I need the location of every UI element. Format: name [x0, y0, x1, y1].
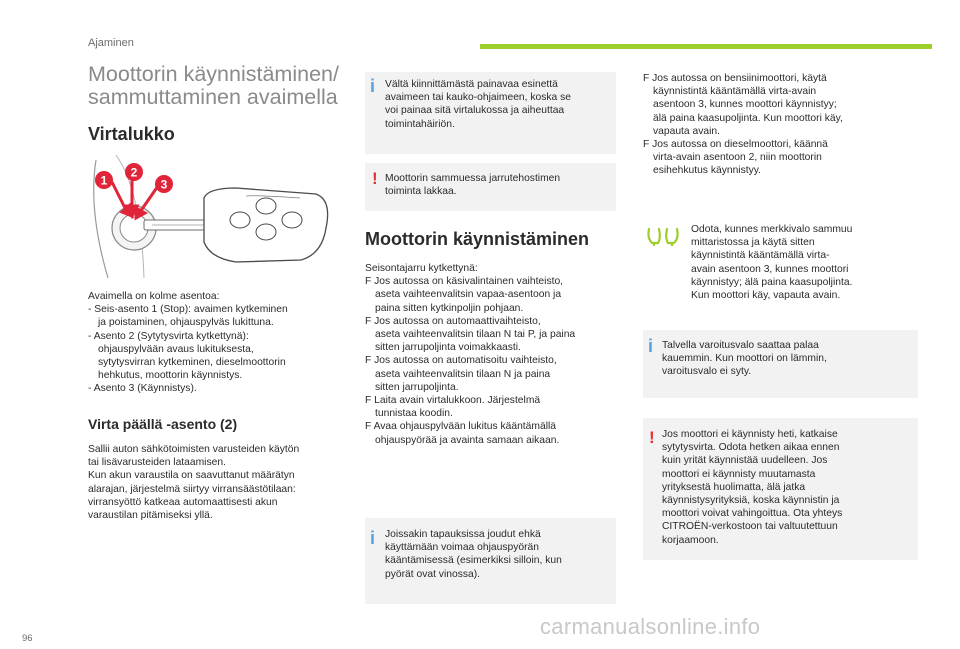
- engine-type-line: esihehkutus käynnistyy.: [653, 165, 761, 177]
- section-label: Ajaminen: [88, 37, 134, 49]
- virtalukko-line: sytytysvirran kytkeminen, dieselmoottorin: [98, 357, 286, 369]
- winter-info-line: Talvella varoitusvalo saattaa palaa: [662, 340, 819, 351]
- virtalukko-text: [88, 290, 343, 396]
- steering-info-box: [365, 518, 616, 604]
- steering-info-line: Joissakin tapauksissa joudut ehkä: [385, 529, 541, 540]
- virta-paalla-line: virransyöttö katkeaa automaattisesti akun: [88, 496, 278, 508]
- position-badge-label-2: 2: [130, 165, 138, 180]
- kaynnistaminen-line: F Laita avain virtalukkoon. Järjestelmä: [365, 395, 541, 407]
- virta-paalla-line: Kun akun varaustila on saavuttanut määrätyn: [88, 470, 295, 482]
- virta-paalla-heading: Virta päällä -asento (2): [88, 416, 238, 432]
- kaynnistaminen-line: paina sitten kytkinpoljin pohjaan.: [375, 302, 524, 314]
- engine-type-line: F Jos autossa on dieselmoottori, käännä: [643, 139, 828, 151]
- start-failure-warning-line: sytytysvirta. Odota hetken aikaa ennen: [662, 442, 840, 454]
- position-badges: [95, 163, 173, 193]
- kaynnistaminen-text: [365, 262, 620, 447]
- engine-type-line: F Jos autossa on bensiinimoottori, käytä: [643, 73, 827, 84]
- start-failure-warning-line: moottori voivat vahingoittua. Ota yhteys: [662, 508, 843, 520]
- start-failure-warning-line: Jos moottori ei käynnisty heti, katkaise: [662, 429, 838, 440]
- steering-info-line: pyörät ovat vinossa).: [385, 568, 481, 580]
- glow-plug-icon: [646, 226, 680, 246]
- kaynnistaminen-heading: Moottorin käynnistäminen: [365, 229, 590, 249]
- position-badge-label-3: 3: [160, 177, 168, 192]
- virta-paalla-line: tai lisävarusteiden lataamisen.: [88, 457, 226, 469]
- page-title-line-2: sammuttaminen avaimella: [88, 85, 338, 109]
- warning-note-line: Moottorin sammuessa jarrutehostimen: [385, 173, 561, 184]
- page-number: 96: [22, 633, 33, 644]
- engine-type-line: vapauta avain.: [653, 125, 720, 137]
- kaynnistaminen-line: sitten jarrupoljinta voimakkaasti.: [375, 342, 521, 354]
- kaynnistaminen-line: aseta vaihteenvalitsin vapaa-asentoon ja: [375, 289, 562, 301]
- virtalukko-line: hehkutus, moottorin käynnistys.: [98, 370, 243, 382]
- glow-plug-note-line: käynnistyy; älä paina kaasupoljinta.: [691, 276, 853, 288]
- virta-paalla-line: alarajan, järjestelmä siirtyy virransäästötilaan:: [88, 483, 296, 495]
- info-note-line: toimintahäiriön.: [385, 118, 455, 130]
- kaynnistaminen-line: aseta vaihteenvalitsin tilaan N tai P, ja paina: [375, 329, 576, 341]
- winter-info-line: kauemmin. Kun moottori on lämmin,: [662, 353, 827, 365]
- virtalukko-heading: Virtalukko: [88, 124, 175, 144]
- engine-type-line: älä paina kaasupoljinta. Kun moottori käy,: [653, 112, 843, 124]
- virta-paalla-line: varaustilan pitämiseksi yllä.: [88, 510, 213, 522]
- virtalukko-line: Avaimella on kolme asentoa:: [88, 291, 220, 302]
- kaynnistaminen-line: aseta vaihteenvalitsin tilaan N ja paina: [375, 368, 551, 380]
- engine-type-line: virta-avain asentoon 2, niin moottorin: [653, 152, 822, 164]
- kaynnistaminen-line: Seisontajarru kytkettynä:: [365, 263, 478, 274]
- page-title: [88, 63, 353, 109]
- warning-note-line: toiminta lakkaa.: [385, 186, 457, 198]
- position-badge-label-1: 1: [100, 173, 108, 188]
- info-note-line: Vältä kiinnittämästä painavaa esinettä: [385, 79, 558, 90]
- kaynnistaminen-line: F Jos autossa on automaattivaihteisto,: [365, 315, 541, 327]
- warning-icon: !: [372, 169, 378, 188]
- warning-icon: !: [649, 428, 655, 447]
- winter-info-line: varoitusvalo ei syty.: [662, 366, 752, 378]
- start-failure-warning-line: käynnistysyrityksiä, koska käynnistin ja: [662, 495, 840, 507]
- engine-type-line: käynnistintä kääntämällä virta-avain: [653, 86, 817, 98]
- info-note-line: avaimeen tai kauko-ohjaimeen, koska se: [385, 92, 572, 104]
- info-icon: i: [370, 76, 376, 96]
- kaynnistaminen-line: F Avaa ohjauspylvään lukitus kääntämällä: [365, 421, 556, 433]
- ignition-key-illustration: [86, 150, 336, 282]
- kaynnistaminen-line: tunnistaa koodin.: [375, 408, 453, 420]
- start-failure-warning-box: [643, 418, 918, 560]
- virta-paalla-line: Sallii auton sähkötoimisten varusteiden käytön: [88, 444, 300, 455]
- glow-plug-note-line: avain asentoon 3, kunnes moottori: [691, 263, 849, 275]
- engine-type-line: asentoon 3, kunnes moottori käynnistyy;: [653, 99, 837, 111]
- virtalukko-line: - Asento 3 (Käynnistys).: [88, 383, 197, 395]
- glow-plug-note-line: Kun moottori käy, vapauta avain.: [691, 290, 841, 302]
- glow-plug-note-line: Odota, kunnes merkkivalo sammuu: [691, 224, 853, 235]
- engine-type-text: [643, 72, 898, 178]
- kaynnistaminen-line: ohjauspyörää ja avainta samaan aikaan.: [375, 434, 560, 446]
- virtalukko-line: - Seis-asento 1 (Stop): avaimen kytkeminen: [88, 304, 288, 316]
- glow-plug-note-line: käynnistintä kääntämällä virta-: [691, 250, 830, 262]
- start-failure-warning-line: moottori ei käynnisty muutamasta: [662, 468, 816, 480]
- virtalukko-line: ja poistaminen, ohjauspylväs lukittuna.: [98, 317, 274, 329]
- steering-info-line: kääntämisessä (esimerkiksi silloin, kun: [385, 555, 562, 567]
- warning-note-box: [365, 163, 616, 211]
- glow-plug-note: [643, 218, 918, 310]
- start-failure-warning-line: korjaamoon.: [662, 534, 719, 546]
- info-icon: i: [648, 336, 654, 356]
- page-title-line-1: Moottorin käynnistäminen/: [88, 62, 339, 86]
- section-accent-bar: [480, 44, 932, 49]
- virta-paalla-text: [88, 443, 343, 522]
- start-failure-warning-line: kuin yrität käynnistää uudelleen. Jos: [662, 455, 828, 467]
- info-note-line: voi painaa sitä virtalukossa ja aiheuttaa: [385, 105, 565, 117]
- kaynnistaminen-line: sitten jarrupoljinta.: [375, 381, 459, 393]
- glow-plug-note-line: mittaristossa ja käytä sitten: [691, 237, 815, 249]
- info-icon: i: [370, 528, 376, 548]
- start-failure-warning-line: yrityksestä huolimatta, älä jatka: [662, 481, 806, 493]
- winter-info-box: [643, 330, 918, 398]
- start-failure-warning-line: CITROËN-verkostoon tai valtuutettuun: [662, 521, 838, 533]
- virtalukko-line: - Asento 2 (Sytytysvirta kytkettynä):: [88, 330, 249, 342]
- virtalukko-line: ohjauspylvään avaus lukituksesta,: [98, 343, 254, 355]
- kaynnistaminen-line: F Jos autossa on käsivalintainen vaihteisto,: [365, 276, 564, 288]
- kaynnistaminen-line: F Jos autossa on automatisoitu vaihteisto,: [365, 355, 557, 367]
- info-note-box: [365, 72, 616, 154]
- watermark: carmanualsonline.info: [540, 614, 761, 639]
- steering-info-line: käyttämään voimaa ohjauspyörän: [385, 542, 539, 554]
